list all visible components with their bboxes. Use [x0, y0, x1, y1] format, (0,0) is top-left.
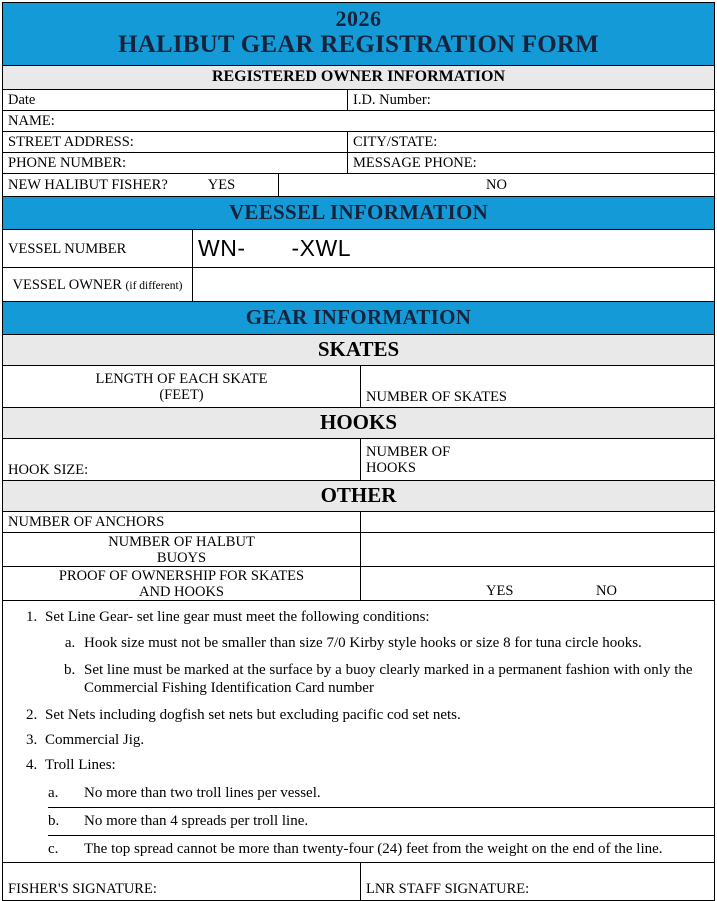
number-of-skates-label: NUMBER OF SKATES — [366, 389, 507, 406]
gear-section-header: GEAR INFORMATION — [3, 302, 714, 335]
new-halibut-fisher-row — [3, 174, 714, 197]
number-of-hooks-label-line2: HOOKS — [366, 460, 416, 477]
number-of-anchors-label-cell — [3, 512, 361, 532]
form-title-banner — [3, 3, 714, 66]
troll-item-marker: c. — [48, 841, 59, 858]
condition-item-1a: a. Hook size must not be smaller than size 7/0 Kirby style hooks or size 8 for tuna circle hooks. — [79, 634, 706, 652]
troll-item-marker: b. — [48, 813, 60, 830]
proof-no-option[interactable]: NO — [596, 583, 617, 600]
skate-length-label-line2: (FEET) — [159, 387, 204, 404]
form-year: 2026 — [335, 6, 382, 31]
skates-subsection-header: SKATES — [3, 335, 714, 366]
anchors-row — [3, 512, 714, 533]
number-of-hooks-label-line1: NUMBER OF — [366, 444, 451, 461]
condition-item-2: 2. Set Nets including dogfish set nets but excluding pacific cod set nets. — [41, 706, 706, 724]
address-row — [3, 132, 714, 153]
name-label: NAME: — [8, 113, 55, 130]
signature-row — [3, 863, 714, 901]
vessel-number-label-cell — [3, 230, 193, 267]
vessel-owner-row — [3, 268, 714, 302]
troll-item-text: The top spread cannot be more than twenty-four (24) feet from the weight on the end of the line. — [84, 841, 663, 858]
condition-1-text: Set Line Gear- set line gear must meet the following conditions: — [45, 609, 430, 626]
new-fisher-question — [3, 174, 279, 196]
condition-item-3: 3. Commercial Jig. — [41, 731, 706, 749]
condition-4-text: Troll Lines: — [45, 757, 116, 774]
condition-item-1b: b. Set line must be marked at the surface by a buoy clearly marked in a permanent fashion with only the Commercial Fishing Identification Card number — [79, 661, 706, 697]
halibut-gear-registration-form — [2, 2, 715, 901]
proof-of-ownership-options — [361, 567, 714, 600]
registered-owner-section-header: REGISTERED OWNER INFORMATION — [3, 66, 714, 90]
proof-of-ownership-label-line2: AND HOOKS — [139, 583, 224, 600]
number-of-hooks-field[interactable] — [361, 439, 714, 480]
hook-size-label: HOOK SIZE: — [8, 462, 89, 479]
troll-item — [48, 780, 714, 808]
proof-of-ownership-label-line1: PROOF OF OWNERSHIP FOR SKATES — [58, 567, 305, 584]
staff-signature-field[interactable] — [361, 863, 714, 900]
name-row — [3, 111, 714, 132]
troll-lines-subitems — [11, 780, 706, 860]
phone-row — [3, 153, 714, 174]
street-address-label: STREET ADDRESS: — [8, 134, 134, 151]
hook-size-field[interactable] — [3, 439, 361, 480]
condition-1-subitems — [45, 634, 706, 697]
condition-item-4 — [41, 756, 706, 774]
number-of-buoys-field[interactable] — [361, 533, 714, 566]
number-of-buoys-label-line1: NUMBER OF HALBUT — [108, 533, 255, 550]
number-of-buoys-label-cell — [3, 533, 361, 566]
vessel-number-label: VESSEL NUMBER — [8, 240, 127, 257]
proof-of-ownership-row — [3, 567, 714, 601]
skates-row — [3, 366, 714, 408]
fisher-signature-field[interactable] — [3, 863, 361, 900]
buoys-row — [3, 533, 714, 567]
message-phone-label: MESSAGE PHONE: — [353, 155, 477, 172]
vessel-owner-label: VESSEL OWNER — [12, 276, 122, 293]
new-fisher-label: NEW HALIBUT FISHER? — [8, 177, 168, 194]
number-of-skates-field[interactable] — [361, 366, 714, 407]
vessel-number-field[interactable] — [193, 230, 714, 267]
vessel-owner-label-cell — [3, 268, 193, 301]
city-state-label: CITY/STATE: — [353, 134, 438, 151]
number-of-anchors-field[interactable] — [361, 512, 714, 532]
vessel-number-prefix: WN- — [198, 234, 246, 261]
vessel-number-suffix: -XWL — [291, 234, 351, 261]
name-field[interactable] — [3, 111, 714, 131]
id-number-field[interactable] — [348, 90, 714, 110]
vessel-owner-note: (if different) — [125, 279, 183, 292]
staff-signature-label: LNR STAFF SIGNATURE: — [366, 881, 530, 898]
street-address-field[interactable] — [3, 132, 348, 152]
id-number-label: I.D. Number: — [353, 92, 431, 109]
date-id-row — [3, 90, 714, 111]
troll-item-text: No more than 4 spreads per troll line. — [84, 813, 309, 830]
phone-number-field[interactable] — [3, 153, 348, 173]
proof-yes-option[interactable]: YES — [486, 583, 514, 600]
phone-number-label: PHONE NUMBER: — [8, 155, 127, 172]
troll-item — [48, 836, 714, 860]
vessel-owner-field[interactable] — [193, 268, 714, 301]
message-phone-field[interactable] — [348, 153, 714, 173]
skate-length-label-line1: LENGTH OF EACH SKATE — [95, 371, 268, 388]
new-fisher-yes-option[interactable]: YES — [207, 177, 236, 194]
new-fisher-no-cell — [279, 174, 714, 196]
page-title: HALIBUT GEAR REGISTRATION FORM — [118, 31, 599, 59]
vessel-section-header: VEESSEL INFORMATION — [3, 197, 714, 230]
skate-length-label-cell — [3, 366, 361, 407]
city-state-field[interactable] — [348, 132, 714, 152]
troll-item — [48, 808, 714, 836]
date-label: Date — [8, 92, 36, 109]
new-fisher-no-option[interactable]: NO — [486, 177, 507, 194]
number-of-buoys-label-line2: BUOYS — [156, 549, 207, 566]
conditions-ordered-list — [11, 608, 706, 774]
other-subsection-header: OTHER — [3, 481, 714, 512]
fisher-signature-label: FISHER'S SIGNATURE: — [8, 881, 157, 898]
proof-of-ownership-label-cell — [3, 567, 361, 600]
vessel-number-row — [3, 230, 714, 268]
condition-item-1 — [41, 608, 706, 697]
troll-item-text: No more than two troll lines per vessel. — [84, 785, 321, 802]
hooks-row — [3, 439, 714, 481]
hooks-subsection-header: HOOKS — [3, 408, 714, 439]
number-of-anchors-label: NUMBER OF ANCHORS — [8, 514, 165, 531]
troll-item-marker: a. — [48, 785, 59, 802]
date-field[interactable] — [3, 90, 348, 110]
gear-conditions-list — [3, 601, 714, 863]
